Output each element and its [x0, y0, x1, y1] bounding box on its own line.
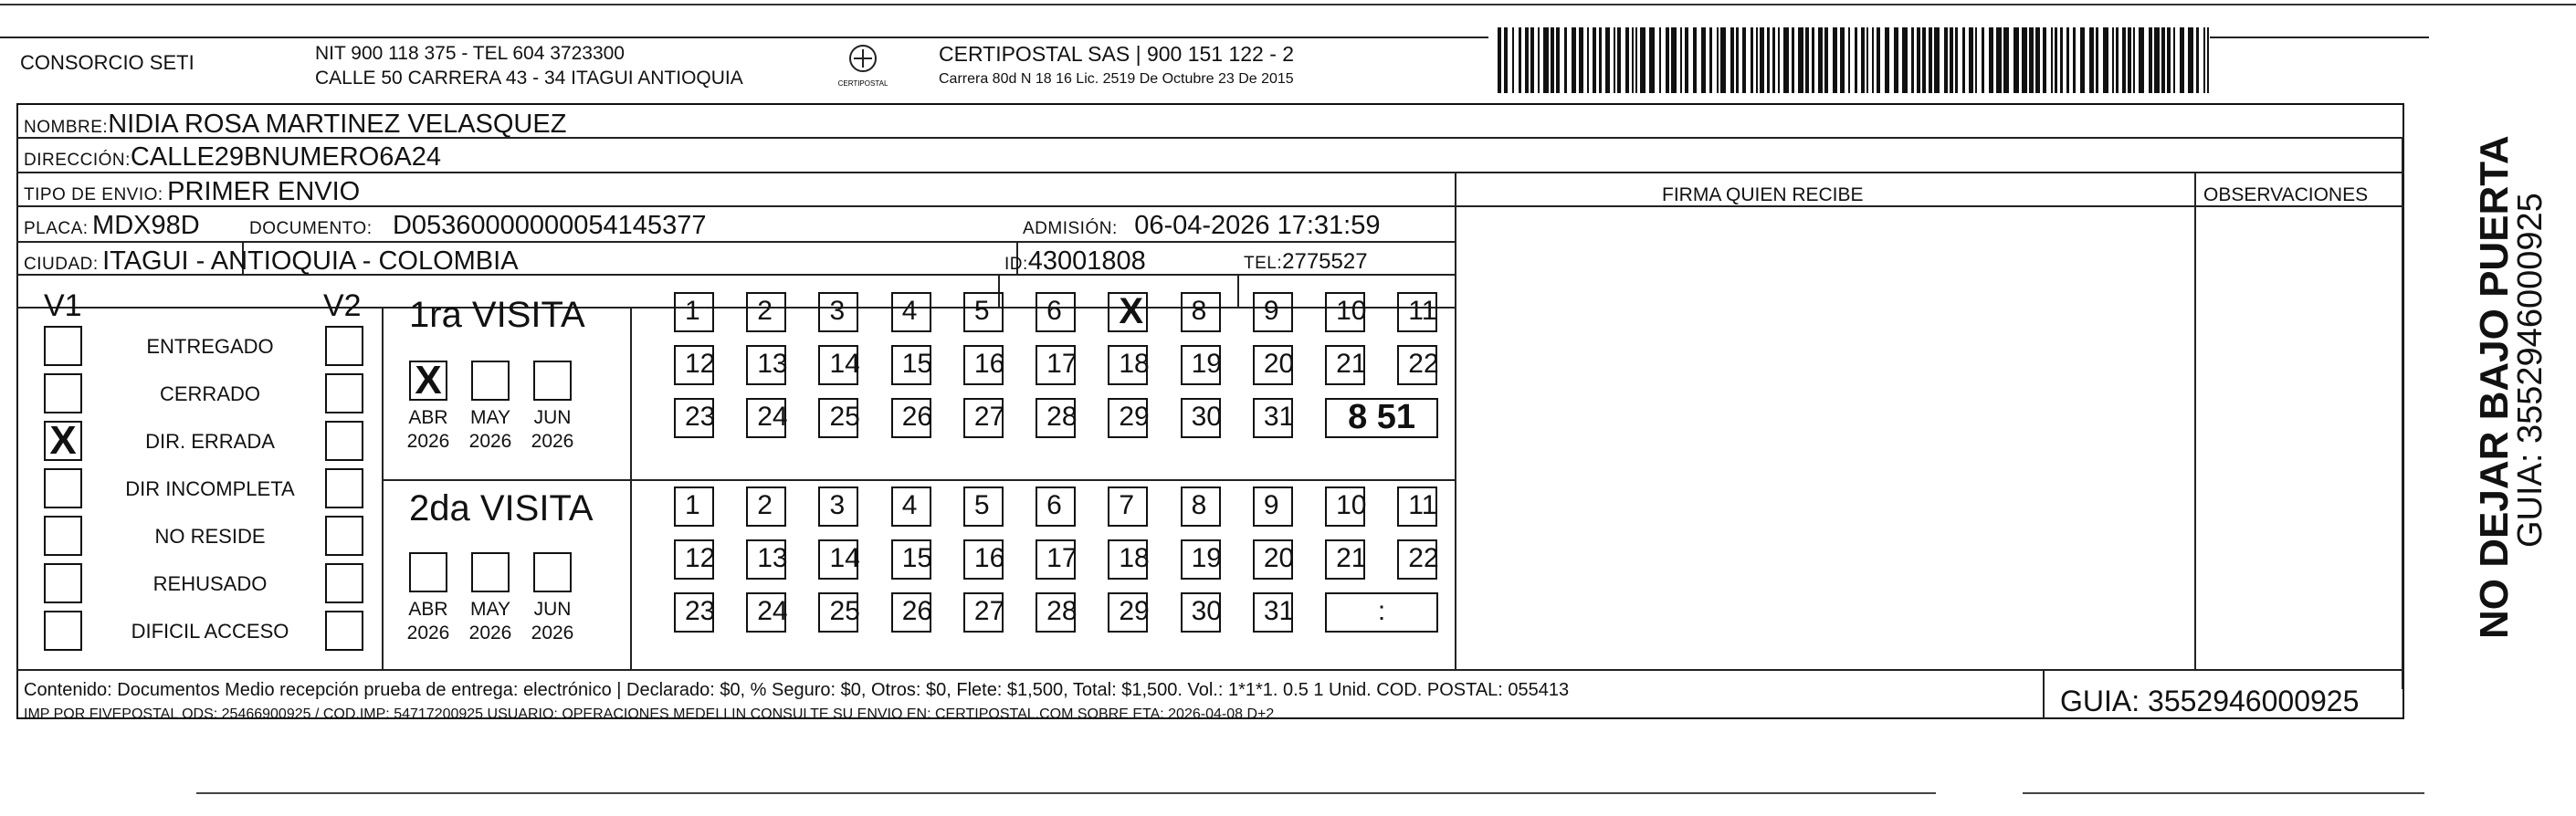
bottom-rule-right	[2023, 792, 2424, 794]
first-visit-day-2[interactable]: 2	[746, 292, 786, 332]
no-dejar-label: NO DEJAR BAJO PUERTA	[2472, 135, 2517, 639]
first-visit-day-27[interactable]: 27	[963, 398, 1004, 438]
first-visit-day-23[interactable]: 23	[674, 398, 714, 438]
barcode-bar	[1975, 27, 1977, 93]
first-visit-day-6[interactable]: 6	[1036, 292, 1076, 332]
reason-label: REHUSADO	[152, 572, 268, 595]
second-visit-day-11[interactable]: 11	[1397, 486, 1437, 527]
barcode-bar	[1751, 27, 1753, 93]
barcode-bar	[1872, 27, 1874, 93]
barcode-bar	[1625, 27, 1629, 93]
first-visit-day-22[interactable]: 22	[1397, 345, 1437, 385]
barcode-bar	[2188, 27, 2193, 93]
barcode-bar	[1525, 27, 1529, 93]
tel-rule	[1237, 274, 1239, 307]
guia-vertical: GUIA: 3552946000925	[2511, 193, 2550, 548]
v1-checkbox-3[interactable]	[44, 468, 82, 508]
second-visit-time[interactable]: :	[1325, 592, 1438, 633]
barcode-bar	[2060, 27, 2063, 93]
row-rule-2	[16, 172, 2404, 173]
frame-right-rule	[2402, 137, 2403, 689]
first-visit-day-15[interactable]: 15	[891, 345, 931, 385]
top-edge-line	[0, 4, 2576, 5]
second-visit-day-17[interactable]: 17	[1036, 539, 1076, 580]
firma-label: FIRMA QUIEN RECIBE	[1662, 184, 1864, 205]
first-visit-month-checkbox[interactable]	[533, 361, 572, 401]
second-visit-day-5[interactable]: 5	[963, 486, 1004, 527]
barcode-bar	[1530, 27, 1534, 93]
first-visit-day-21[interactable]: 21	[1325, 345, 1365, 385]
second-visit-day-27[interactable]: 27	[963, 592, 1004, 633]
tel-field: TEL:2775527	[1244, 249, 1368, 274]
barcode-bar	[2173, 27, 2175, 93]
barcode-bar	[2103, 27, 2108, 93]
row-rule-4	[16, 241, 1455, 243]
barcode-bar	[1680, 27, 1682, 93]
barcode-bar	[1962, 27, 1965, 93]
barcode-bar	[2089, 27, 2094, 93]
barcode-bar	[2022, 27, 2027, 93]
second-visit-day-26[interactable]: 26	[891, 592, 931, 633]
barcode-bar	[1877, 27, 1880, 93]
firma-left-rule	[1455, 172, 1456, 669]
barcode-bar	[2035, 27, 2040, 93]
barcode-bar	[1632, 27, 1634, 93]
second-visit-day-31[interactable]: 31	[1253, 592, 1293, 633]
barcode-bar	[1543, 27, 1549, 93]
v2-checkbox-2[interactable]	[325, 421, 363, 461]
barcode-bar	[1556, 27, 1560, 93]
first-visit-day-18[interactable]: 18	[1108, 345, 1148, 385]
barcode-bar	[1564, 27, 1567, 93]
barcode-bar	[1717, 27, 1719, 93]
barcode-bar	[1593, 27, 1596, 93]
barcode-bar	[1950, 27, 1953, 93]
second-visit-day-30[interactable]: 30	[1181, 592, 1221, 633]
barcode-bar	[2080, 27, 2085, 93]
second-visit-day-4[interactable]: 4	[891, 486, 931, 527]
barcode-bar	[1742, 27, 1746, 93]
barcode-bar	[1894, 27, 1898, 93]
second-visit-month-checkbox[interactable]	[471, 552, 510, 592]
nombre-field: NOMBRE:NIDIA ROSA MARTINEZ VELASQUEZ	[24, 110, 567, 139]
first-visit-day-3[interactable]: 3	[818, 292, 858, 332]
v2-checkbox-4[interactable]	[325, 516, 363, 556]
second-visit-day-14[interactable]: 14	[818, 539, 858, 580]
barcode-bar	[1866, 27, 1868, 93]
barcode-bar	[2128, 27, 2131, 93]
barcode-bar	[1504, 27, 1508, 93]
second-visit-day-8[interactable]: 8	[1181, 486, 1221, 527]
barcode-bar	[1848, 27, 1850, 93]
row-rule-3	[16, 205, 2404, 207]
second-visit-day-19[interactable]: 19	[1181, 539, 1221, 580]
second-visit-day-20[interactable]: 20	[1253, 539, 1293, 580]
second-visit-day-21[interactable]: 21	[1325, 539, 1365, 580]
v2-checkbox-1[interactable]	[325, 373, 363, 413]
v2-checkbox-6[interactable]	[325, 611, 363, 651]
barcode-bar	[1767, 27, 1770, 93]
second-visit-day-9[interactable]: 9	[1253, 486, 1293, 527]
barcode-bar	[1861, 27, 1865, 93]
barcode-bar	[1551, 27, 1554, 93]
ciudad-field: CIUDAD: ITAGUI - ANTIOQUIA - COLOMBIA	[24, 246, 519, 276]
first-visit-day-25[interactable]: 25	[818, 398, 858, 438]
barcode-bar	[1996, 27, 2002, 93]
footer-impresion: IMP POR FIVEPOSTAL ODS: 25466900925 / COD.IMP: 54717200925 USUARIO: OPERACIONES MEDELLIN CONSULTE SU ENVIO EN: CERTIPOSTAL.COM SOBRE ETA: 2026-04-08 D+2	[24, 706, 1275, 722]
barcode-bar	[1659, 27, 1661, 93]
barcode-bar	[2043, 27, 2046, 93]
v1-checkbox-0[interactable]	[44, 326, 82, 366]
v2-checkbox-3[interactable]	[325, 468, 363, 508]
bottom-rule-left	[196, 792, 1936, 794]
v2-checkbox-0[interactable]	[325, 326, 363, 366]
header-top-rule-right	[2210, 37, 2429, 38]
barcode-bar	[2055, 27, 2057, 93]
barcode-bar	[1885, 27, 1889, 93]
barcode-bar	[1709, 27, 1712, 93]
barcode-bar	[2073, 27, 2076, 93]
first-visit-day-9[interactable]: 9	[1253, 292, 1293, 332]
first-visit-day-24[interactable]: 24	[746, 398, 786, 438]
barcode-bar	[2167, 27, 2171, 93]
barcode-bar	[1812, 27, 1814, 93]
company-address: CALLE 50 CARRERA 43 - 34 ITAGUI ANTIOQUIA	[315, 68, 743, 89]
second-visit-day-7[interactable]: 7	[1108, 486, 1148, 527]
first-visit-title: 1ra VISITA	[409, 295, 585, 335]
second-visit-day-3[interactable]: 3	[818, 486, 858, 527]
first-visit-day-14[interactable]: 14	[818, 345, 858, 385]
second-visit-day-18[interactable]: 18	[1108, 539, 1148, 580]
barcode-bar	[1587, 27, 1589, 93]
barcode-bar	[1701, 27, 1706, 93]
reason-label: NO RESIDE	[154, 525, 266, 548]
barcode-bar	[1944, 27, 1948, 93]
barcode-bar	[2051, 27, 2053, 93]
barcode-bar	[2116, 27, 2119, 93]
first-visit-day-16[interactable]: 16	[963, 345, 1004, 385]
second-visit-month-checkbox[interactable]	[533, 552, 572, 592]
barcode-bar	[2180, 27, 2184, 93]
first-visit-day-10[interactable]: 10	[1325, 292, 1365, 332]
first-visit-day-12[interactable]: 12	[674, 345, 714, 385]
barcode-bar	[2203, 27, 2205, 93]
reason-label: DIR INCOMPLETA	[125, 477, 295, 500]
barcode-bar	[1772, 27, 1775, 93]
certipostal-logo	[826, 40, 899, 91]
second-visit-title: 2da VISITA	[409, 488, 594, 528]
second-visit-day-16[interactable]: 16	[963, 539, 1004, 580]
barcode-bar	[1736, 27, 1739, 93]
first-visit-day-4[interactable]: 4	[891, 292, 931, 332]
barcode-bar	[1824, 27, 1828, 93]
second-visit-day-6[interactable]: 6	[1036, 486, 1076, 527]
v1-checkbox-2[interactable]: X	[44, 421, 82, 461]
v1-checkbox-6[interactable]	[44, 611, 82, 651]
second-visit-day-25[interactable]: 25	[818, 592, 858, 633]
direccion-field: DIRECCIÓN:CALLE29BNUMERO6A24	[24, 142, 442, 172]
second-visit-day-23[interactable]: 23	[674, 592, 714, 633]
barcode-bar	[2149, 27, 2152, 93]
v2-checkbox-5[interactable]	[325, 563, 363, 603]
reason-label: DIFICIL ACCESO	[131, 620, 289, 643]
first-visit-day-1[interactable]: 1	[674, 292, 714, 332]
certipostal-name: CERTIPOSTAL SAS | 900 151 122 - 2	[939, 42, 1295, 66]
id-field: ID:43001808	[1004, 246, 1146, 276]
barcode-bar	[1929, 27, 1932, 93]
barcode-bar	[1969, 27, 1973, 93]
tipo-envio-field: TIPO DE ENVIO: PRIMER ENVIO	[24, 177, 361, 206]
barcode-bar	[1649, 27, 1655, 93]
month-label: MAY 2026	[468, 599, 512, 643]
barcode	[1498, 27, 2219, 93]
second-visit-day-22[interactable]: 22	[1397, 539, 1437, 580]
barcode-bar	[1730, 27, 1734, 93]
barcode-bar	[1617, 27, 1621, 93]
barcode-bar	[1818, 27, 1823, 93]
header-top-rule	[0, 37, 1488, 38]
v2-label: V2	[323, 288, 362, 323]
v1-checkbox-4[interactable]	[44, 516, 82, 556]
barcode-bar	[1572, 27, 1576, 93]
month-label: ABR 2026	[406, 407, 450, 452]
v1-label: V1	[44, 288, 82, 323]
reason-label: CERRADO	[159, 382, 260, 405]
first-visit-day-17[interactable]: 17	[1036, 345, 1076, 385]
barcode-bar	[1911, 27, 1914, 93]
month-label: MAY 2026	[468, 407, 512, 452]
first-visit-day-13[interactable]: 13	[746, 345, 786, 385]
barcode-bar	[1614, 27, 1615, 93]
first-visit-month-checkbox[interactable]: X	[409, 361, 447, 401]
v1-checkbox-5[interactable]	[44, 563, 82, 603]
barcode-bar	[1640, 27, 1645, 93]
first-visit-day-19[interactable]: 19	[1181, 345, 1221, 385]
barcode-bar	[1922, 27, 1926, 93]
obs-left-rule	[2194, 172, 2196, 669]
barcode-bar	[1934, 27, 1940, 93]
barcode-bar	[2207, 27, 2209, 93]
visit-divider	[382, 479, 1455, 481]
reason-label: DIR. ERRADA	[145, 430, 275, 453]
first-visit-time[interactable]: 8 51	[1325, 398, 1438, 438]
barcode-bar	[1855, 27, 1857, 93]
first-visit-day-7[interactable]: X	[1108, 292, 1148, 332]
barcode-bar	[2122, 27, 2126, 93]
second-visit-day-2[interactable]: 2	[746, 486, 786, 527]
first-visit-day-31[interactable]: 31	[1253, 398, 1293, 438]
barcode-bar	[1840, 27, 1845, 93]
observaciones-label: OBSERVACIONES	[2203, 184, 2369, 205]
placa-field: PLACA: MDX98D	[24, 211, 200, 240]
barcode-bar	[1989, 27, 1993, 93]
barcode-bar	[2161, 27, 2165, 93]
documento-field: DOCUMENTO: D05360000000054145377	[249, 211, 707, 240]
first-visit-day-11[interactable]: 11	[1397, 292, 1437, 332]
reason-label: ENTREGADO	[146, 335, 274, 358]
barcode-bar	[1798, 27, 1803, 93]
barcode-bar	[1519, 27, 1521, 93]
barcode-bar	[1635, 27, 1637, 93]
barcode-bar	[1579, 27, 1583, 93]
row-rule-6	[16, 307, 1455, 309]
month-label: JUN 2026	[531, 407, 574, 452]
barcode-bar	[1666, 27, 1669, 93]
barcode-bar	[2013, 27, 2019, 93]
barcode-bar	[1955, 27, 1958, 93]
barcode-bar	[1605, 27, 1610, 93]
company-name: CONSORCIO SETI	[20, 51, 195, 74]
first-visit-day-20[interactable]: 20	[1253, 345, 1293, 385]
barcode-bar	[1833, 27, 1837, 93]
barcode-bar	[1720, 27, 1726, 93]
barcode-bar	[2133, 27, 2135, 93]
second-visit-month-checkbox[interactable]	[409, 552, 447, 592]
svg-text:CERTIPOSTAL: CERTIPOSTAL	[837, 79, 888, 88]
barcode-bar	[2196, 27, 2199, 93]
barcode-bar	[1599, 27, 1602, 93]
barcode-bar	[1792, 27, 1794, 93]
first-visit-day-30[interactable]: 30	[1181, 398, 1221, 438]
certipostal-license: Carrera 80d N 18 16 Lic. 2519 De Octubre 23 De 2015	[939, 71, 1294, 87]
reasons-right-rule	[382, 307, 384, 669]
barcode-bar	[1982, 27, 1984, 93]
second-visit-day-1[interactable]: 1	[674, 486, 714, 527]
month-label: JUN 2026	[531, 599, 574, 643]
barcode-bar	[1498, 27, 1501, 93]
months-right-rule	[630, 307, 632, 669]
barcode-bar	[1538, 27, 1540, 93]
first-visit-month-checkbox[interactable]	[471, 361, 510, 401]
barcode-bar	[2066, 27, 2069, 93]
second-visit-day-13[interactable]: 13	[746, 539, 786, 580]
footer-contenido: Contenido: Documentos Medio recepción prueba de entrega: electrónico | Declarado: $0, % Seguro: $0, Otros: $0, Flete: $1,500, Total: $1,500. Vol.: 1*1*1. 0.5 1 Unid. COD. POSTAL: 055413	[24, 680, 1570, 700]
guia-box-rule	[2043, 669, 2045, 719]
barcode-bar	[1756, 27, 1758, 93]
barcode-bar	[1783, 27, 1789, 93]
second-visit-day-15[interactable]: 15	[891, 539, 931, 580]
barcode-bar	[1917, 27, 1920, 93]
footer-guia: GUIA: 3552946000925	[2060, 685, 2360, 717]
barcode-bar	[1693, 27, 1697, 93]
barcode-bar	[1671, 27, 1677, 93]
first-visit-day-5[interactable]: 5	[963, 292, 1004, 332]
second-visit-day-29[interactable]: 29	[1108, 592, 1148, 633]
second-visit-day-10[interactable]: 10	[1325, 486, 1365, 527]
v1-checkbox-1[interactable]	[44, 373, 82, 413]
first-visit-day-26[interactable]: 26	[891, 398, 931, 438]
second-visit-day-12[interactable]: 12	[674, 539, 714, 580]
barcode-bar	[1760, 27, 1764, 93]
month-label: ABR 2026	[406, 599, 450, 643]
barcode-bar	[1685, 27, 1688, 93]
barcode-bar	[1778, 27, 1780, 93]
barcode-bar	[1512, 27, 1514, 93]
barcode-bar	[2112, 27, 2114, 93]
footer-rule	[16, 669, 2404, 671]
barcode-bar	[2096, 27, 2098, 93]
first-visit-day-8[interactable]: 8	[1181, 292, 1221, 332]
barcode-bar	[1805, 27, 1809, 93]
nit-tel: NIT 900 118 375 - TEL 604 3723300	[315, 43, 625, 64]
barcode-bar	[2154, 27, 2160, 93]
barcode-bar	[1902, 27, 1908, 93]
barcode-bar	[2003, 27, 2009, 93]
first-visit-day-28[interactable]: 28	[1036, 398, 1076, 438]
barcode-bar	[2139, 27, 2144, 93]
barcode-bar	[2029, 27, 2034, 93]
first-visit-day-29[interactable]: 29	[1108, 398, 1148, 438]
second-visit-day-24[interactable]: 24	[746, 592, 786, 633]
second-visit-day-28[interactable]: 28	[1036, 592, 1076, 633]
admision-field: ADMISIÓN: 06-04-2026 17:31:59	[1023, 211, 1381, 240]
